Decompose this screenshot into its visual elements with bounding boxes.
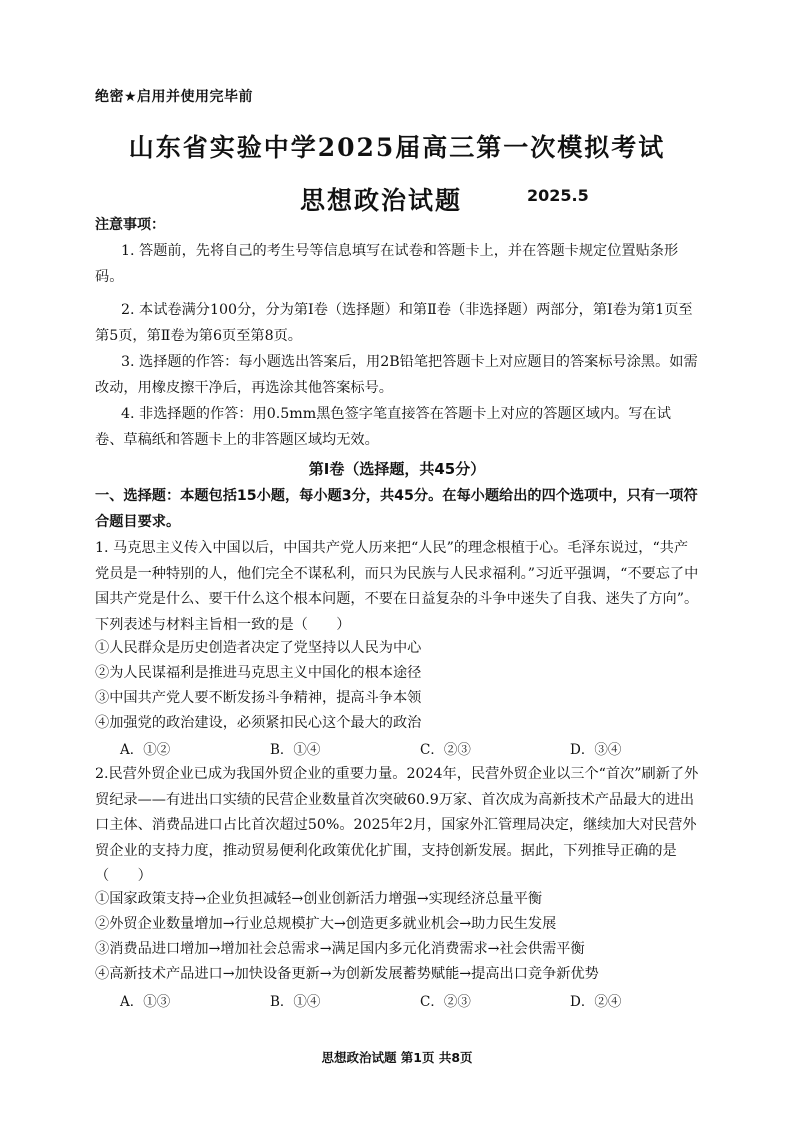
option-b: B．①④: [270, 742, 321, 758]
notice-item: 3. 选择题的作答：每小题选出答案后，用2B铅笔把答题卡上对应题目的答案标号涂黑。如需改动，用橡皮擦干净后，再选涂其他答案标号。: [95, 354, 698, 396]
option-d: D．③④: [570, 742, 622, 758]
question-stem: 1. 马克思主义传入中国以后，中国共产党人历来把“人民”的理念根植于心。毛泽东说过，“共产党员是一种特别的人，他们完全不谋私利，而只为民族与人民求福利。”习近平强调，“不要忘了中国共产党是什么、要干什么这个根本问题，不要在日益复杂的斗争中迷失了自我、迷失了方向”。下列表述与材料主旨相一致的是（ ）: [95, 540, 699, 633]
option-c: C．②③: [420, 742, 471, 758]
question-stem: 2.民营外贸企业已成为我国外贸企业的重要力量。2024年，民营外贸企业以三个“首次”刷新了外贸纪录——有进出口实绩的民营企业数量首次突破60.9万家、首次成为高新技术产品最大的进出口主体、消费品进口占比首次超过50%。2025年2月，国家外汇管理局决定，继续加大对民营外贸企业的支持力度，推动贸易便利化政策优化扩围，支持创新发展。据此，下列推导正确的是（ ）: [95, 766, 699, 884]
page-footer: 思想政治试题 第1页 共8页: [321, 1050, 473, 1065]
exam-title: 山东省实验中学2025届高三第一次模拟考试: [128, 133, 666, 162]
statement-item: ④高新技术产品进口→加快设备更新→为创新发展蓄势赋能→提高出口竞争新优势: [95, 966, 599, 982]
notice-item: 2. 本试卷满分100分，分为第Ⅰ卷（选择题）和第Ⅱ卷（非选择题）两部分，第Ⅰ卷为第1页至第5页，第Ⅱ卷为第6页至第8页。: [95, 302, 693, 344]
confidential-label: 绝密★启用并使用完毕前: [95, 89, 254, 105]
statement-item: ①国家政策支持→企业负担减轻→创业创新活力增强→实现经济总量平衡: [95, 891, 543, 907]
answer-options: [120, 990, 640, 1010]
statement-item: ③消费品进口增加→增加社会总需求→满足国内多元化消费需求→社会供需平衡: [95, 941, 585, 957]
section-instruction: 一、选择题：本题包括15小题，每小题3分，共45分。在每小题给出的四个选项中，只有一项符合题目要求。: [95, 488, 698, 530]
statement-item: ④加强党的政治建设，必须紧扣民心这个最大的政治: [95, 715, 422, 731]
section-heading: 第Ⅰ卷（选择题，共45分）: [308, 460, 486, 478]
option-a: A．①②: [120, 742, 171, 758]
subject-title: 思想政治试题: [300, 186, 463, 215]
notice-heading: 注意事项：: [95, 217, 165, 233]
answer-options: [120, 738, 640, 758]
option-b: B．①④: [270, 994, 321, 1010]
option-d: D．②④: [570, 994, 622, 1010]
notice-item: 4. 非选择题的作答：用0.5mm黑色签字笔直接答在答题卡上对应的答题区域内。写在试卷、草稿纸和答题卡上的非答题区域均无效。: [95, 406, 671, 448]
statement-item: ②为人民谋福利是推进马克思主义中国化的根本途径: [95, 665, 422, 681]
option-a: A．①③: [120, 994, 171, 1010]
statement-item: ①人民群众是历史创造者决定了党坚持以人民为中心: [95, 640, 422, 656]
notice-item: 1. 答题前，先将自己的考生号等信息填写在试卷和答题卡上，并在答题卡规定位置贴条形码。: [95, 243, 679, 285]
exam-date: 2025.5: [527, 186, 589, 205]
statement-item: ③中国共产党人要不断发扬斗争精神，提高斗争本领: [95, 690, 422, 706]
option-c: C．②③: [420, 994, 471, 1010]
statement-item: ②外贸企业数量增加→行业总规模扩大→创造更多就业机会→助力民生发展: [95, 916, 557, 932]
